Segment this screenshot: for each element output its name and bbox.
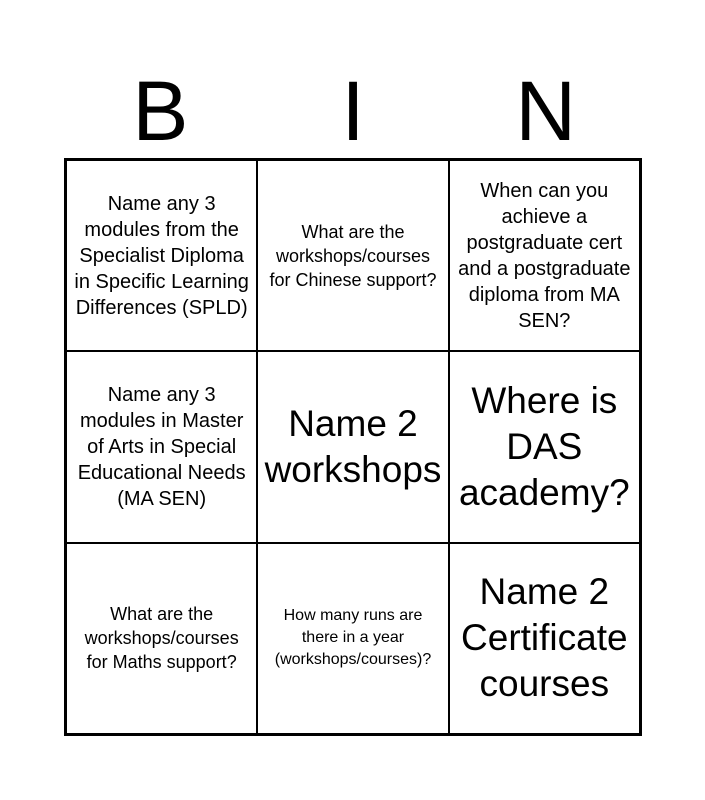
bingo-cell[interactable] (66, 160, 257, 351)
bingo-cell-text: Name any 3 modules from the Specialist Diploma in Specific Learning Differences (SPLD) (74, 192, 249, 319)
bingo-header (64, 64, 642, 158)
bingo-cell[interactable] (449, 543, 640, 734)
bingo-cell[interactable] (257, 543, 448, 734)
bingo-cell-text: Name any 3 modules in Master of Arts in Special Educational Needs (MA SEN) (77, 383, 246, 510)
bingo-cell-text: When can you achieve a postgraduate cert and a postgraduate diploma from MA SEN? (458, 179, 631, 332)
bingo-cell-text: What are the workshops/courses for Maths support? (84, 604, 239, 673)
bingo-cell[interactable] (257, 351, 448, 542)
bingo-cell[interactable] (449, 351, 640, 542)
bingo-cell[interactable] (66, 543, 257, 734)
bingo-cell-text: Name 2 workshops (264, 402, 442, 490)
bingo-cell-text: What are the workshops/courses for Chinese support? (269, 221, 437, 290)
header-letter-b: B (132, 64, 189, 158)
bingo-cell[interactable] (257, 160, 448, 351)
header-letter-n: N (515, 64, 576, 158)
header-letter-i: I (341, 64, 365, 158)
bingo-grid (64, 158, 642, 736)
bingo-cell[interactable] (449, 160, 640, 351)
bingo-cell[interactable] (66, 351, 257, 542)
bingo-cell-text: How many runs are there in a year (workshops/courses)? (274, 607, 432, 669)
bingo-cell-text: Name 2 Certificate courses (461, 571, 628, 705)
bingo-cell-text: Where is DAS academy? (458, 379, 630, 513)
